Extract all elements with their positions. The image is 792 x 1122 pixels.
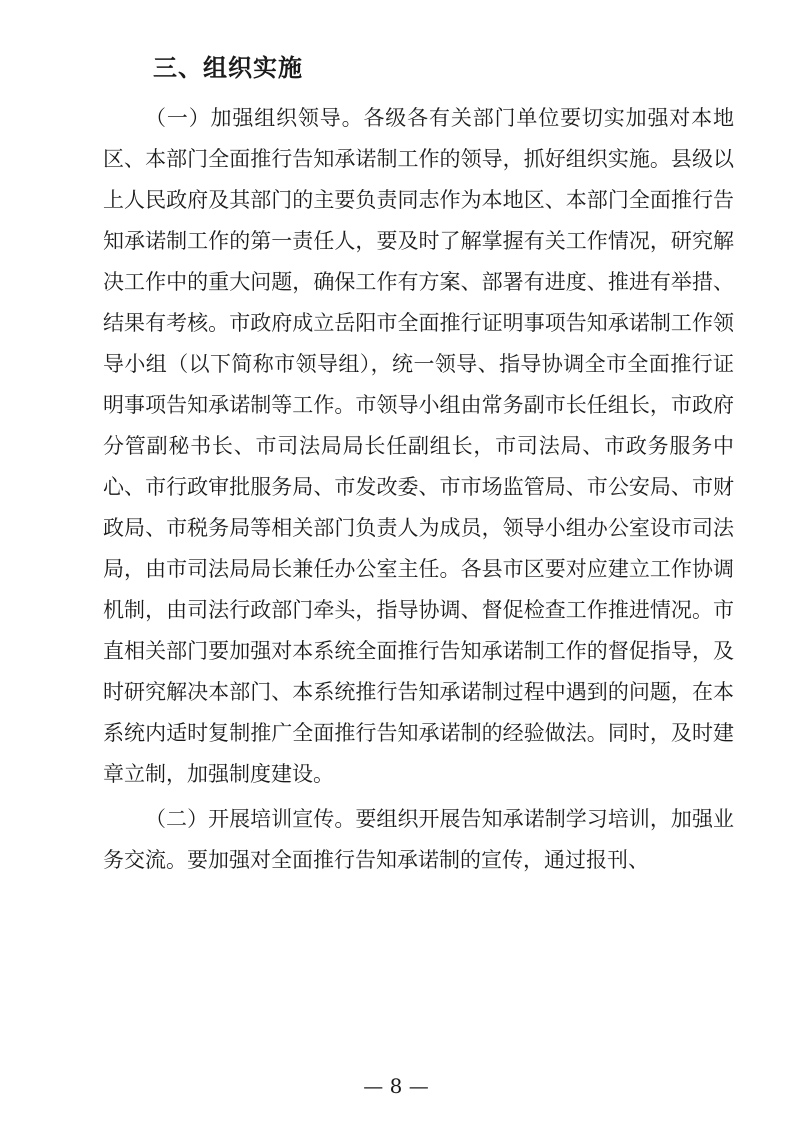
paragraph-training-publicity: （二）开展培训宣传。要组织开展告知承诺制学习培训，加强业务交流。要加强对全面推行告知承诺制的宣传，通过报刊、 [103,807,734,872]
page-number: — 8 — [363,1074,429,1098]
paragraph-organization-leadership: （一）加强组织领导。各级各有关部门单位要切实加强对本地区、本部门全面推行告知承诺制工作的领导，抓好组织实施。县级以上人民政府及其部门的主要负责同志作为本地区、本部门全面推行告知承诺制工作的第一责任人，要及时了解掌握有关工作情况，研究解决工作中的重大问题，确保工作有方案、部署有进度、推进有举措、结果有考核。市政府成立岳阳市全面推行证明事项告知承诺制工作领导小组（以下简称市领导组），统一领导、指导协调全市全面推行证明事项告知承诺制等工作。市领导小组由常务副市长任组长，市政府分管副秘书长、市司法局局长任副组长，市司法局、市政务服务中心、市行政审批服务局、市发改委、市市场监管局、市公安局、市财政局、市税务局等相关部门负责人为成员，领导小组办公室设市司法局，由市司法局局长兼任办公室主任。各县市区要对应建立工作协调机制，由司法行政部门牵头，指导协调、督促检查工作推进情况。市直相关部门要加强对本系统全面推行告知承诺制工作的督促指导，及时研究解决本部门、本系统推行告知承诺制过程中遇到的问题，在本系统内适时复制推广全面推行告知承诺制的经验做法。同时，及时建章立制，加强制度建设。 [103,106,734,786]
section-heading: 三、组织实施 [153,54,303,82]
